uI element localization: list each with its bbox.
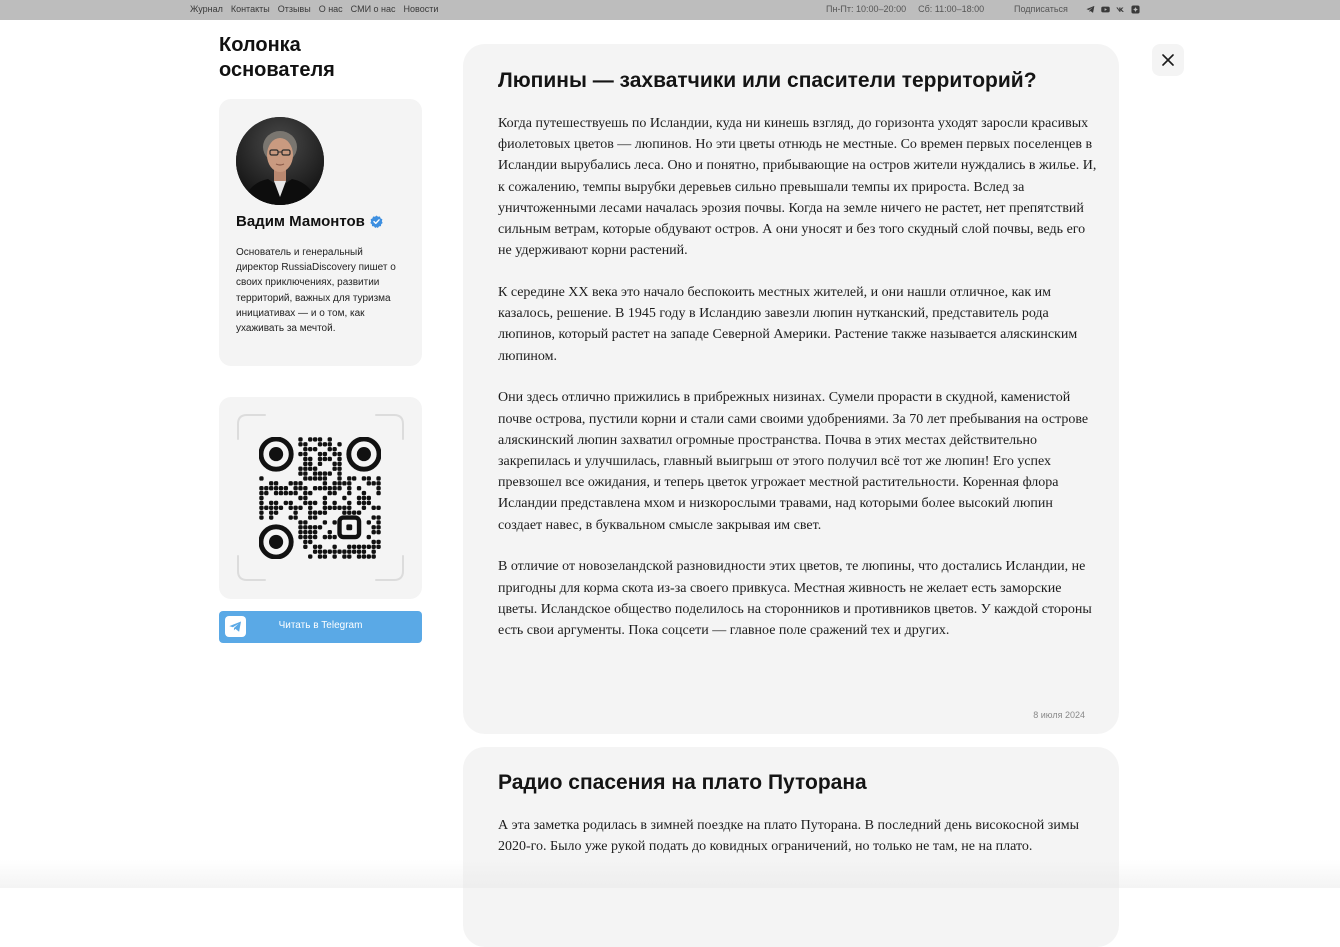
telegram-button-label: Читать в Telegram — [278, 620, 363, 631]
article-paragraph: А эта заметка родилась в зимней поездке на плато Путорана. В последний день високосной зимы 2020-го. Было уже рукой подать до ковидных ограничений, но только не там, не на плато. — [498, 818, 1080, 855]
verified-icon — [370, 215, 383, 228]
author-description: Основатель и генеральный директор RussiaDiscovery пишет о своих приключениях, развитии территорий, важных для туризма инициативах — и о том, как ухаживать за мечтой. — [236, 247, 396, 335]
nav-link-news[interactable]: Новости — [403, 4, 439, 14]
article-title: Люпины — захватчики или спасители территорий? — [498, 69, 1037, 92]
top-nav — [190, 4, 438, 14]
author-card — [219, 99, 422, 366]
avatar — [236, 117, 324, 205]
article-body — [498, 113, 1098, 662]
article-paragraph: Когда путешествуешь по Исландии, куда ни кинешь взгляд, до горизонта уходят заросли красивых фиолетовых цветов — люпинов. Но эти цветы отнюдь не местные. Со времен первых поселенцев в Исландии вырубались леса. Оно и понятно, прибывающие на остров жители нуждались в жилье. И, к сожалению, темпы вырубки деревьев сильно превышали темпы их прироста. Вслед за уничтоженными лесами началась эрозия почвы. Когда на земле ничего не растет, нет препятствий сильным ветрам, которые обдувают остров. А они уносят и без того скудный слой почвы, ведь его не удерживают корни растений. — [498, 116, 1097, 259]
author-name — [236, 213, 383, 230]
close-icon — [1162, 54, 1174, 66]
working-hours — [826, 4, 984, 14]
close-button[interactable] — [1152, 44, 1184, 76]
nav-link-reviews[interactable]: Отзывы — [277, 4, 311, 14]
article-paragraph: В отличие от новозеландской разновидности этих цветов, те люпины, что достались Исландии, не пригодны для корма скота из-за своего привкуса. Местная живность не желает есть заморские цветы. Исландское общество поделилось на сторонников и противников цветов. У каждой стороны есть свои аргументы. Пока соцсети — главное поле сражений тех и других. — [498, 559, 1092, 639]
article-date: 8 июля 2024 — [1033, 710, 1085, 720]
nav-link-journal[interactable]: Журнал — [190, 4, 223, 14]
telegram-icon[interactable] — [1086, 5, 1095, 14]
youtube-icon[interactable] — [1101, 5, 1110, 14]
nav-link-press[interactable]: СМИ о нас — [350, 4, 396, 14]
column-title: Колонка основателя — [219, 34, 335, 81]
article-card — [463, 44, 1119, 734]
article-title: Радио спасения на плато Путорана — [498, 771, 867, 794]
article-paragraph: Они здесь отлично прижились в прибрежных низинах. Сумели прорасти в скудной, каменистой почве острова, пустили корни и стали сами своими удобрениями. За 70 лет пребывания на острове аляскинский люпин захватил огромные пространства. Почва в этих местах действительно закрепилась и улучшилась, главный выигрыш от этого получил всё тот же люпин! Его успех превзошел все ожидания, и теперь цветок угрожает местной растительности. Коренная флора Исландии представлена мхом и низкорослыми травами, над которыми более высокий люпин создает навес, в буквальном смысле закрывая им свет. — [498, 390, 1089, 533]
vk-icon[interactable] — [1116, 5, 1125, 14]
qr-code[interactable] — [259, 437, 381, 559]
hours-weekdays: Пн-Пт: 10:00–20:00 — [826, 4, 907, 14]
social-links — [1086, 5, 1140, 14]
nav-link-contacts[interactable]: Контакты — [230, 4, 270, 14]
article-card — [463, 747, 1119, 947]
subscribe-link[interactable]: Подписаться — [1014, 4, 1068, 14]
author-name-text: Вадим Мамонтов — [236, 213, 365, 230]
dzen-icon[interactable] — [1131, 5, 1140, 14]
nav-link-about[interactable]: О нас — [318, 4, 343, 14]
read-in-telegram-button[interactable] — [219, 611, 422, 643]
hours-saturday: Сб: 11:00–18:00 — [918, 4, 985, 14]
article-paragraph: К середине XX века это начало беспокоить местных жителей, и они нашли отличное, как им казалось, решение. В 1945 году в Исландию завезли люпин нутканский, представитель рода люпинов, который растет на западе Северной Америки. Растение также называется аляскинским люпином. — [498, 285, 1078, 364]
article-body — [498, 815, 1098, 878]
qr-card — [219, 397, 422, 599]
top-bar — [0, 0, 1340, 20]
